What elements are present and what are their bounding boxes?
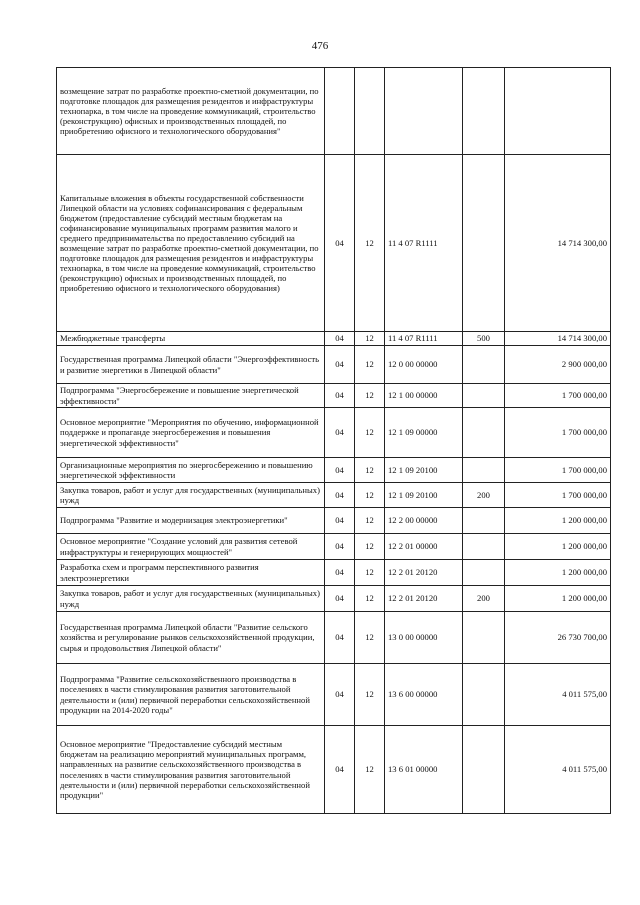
row-section: [325, 68, 355, 155]
table-row: [57, 560, 611, 586]
row-expense-type: [463, 508, 505, 534]
row-amount: 1 700 000,00: [505, 384, 611, 408]
row-expense-type: [463, 726, 505, 814]
table-row: [57, 586, 611, 612]
row-section: 04: [325, 458, 355, 483]
row-name: Государственная программа Липецкой области "Энергоэффективность и развитие энергетики в Липецкой области": [57, 346, 325, 384]
row-subsection: 12: [355, 534, 385, 560]
row-expense-type: [463, 534, 505, 560]
row-target-article: 12 1 09 20100: [385, 458, 463, 483]
row-name: Основное мероприятие "Создание условий для развития сетевой инфраструктуры и генерирующих мощностей": [57, 534, 325, 560]
row-subsection: 12: [355, 560, 385, 586]
row-subsection: 12: [355, 155, 385, 332]
row-target-article: 12 1 09 00000: [385, 408, 463, 458]
row-section: 04: [325, 155, 355, 332]
row-section: 04: [325, 586, 355, 612]
table-row: [57, 384, 611, 408]
row-subsection: 12: [355, 384, 385, 408]
row-section: 04: [325, 483, 355, 508]
row-subsection: 12: [355, 483, 385, 508]
row-target-article: 11 4 07 R1111: [385, 332, 463, 346]
row-target-article: 12 2 01 20120: [385, 586, 463, 612]
row-section: 04: [325, 560, 355, 586]
budget-table: [56, 67, 611, 814]
row-target-article: 13 6 00 00000: [385, 664, 463, 726]
table-row: [57, 332, 611, 346]
row-subsection: 12: [355, 612, 385, 664]
row-amount: 14 714 300,00: [505, 332, 611, 346]
row-subsection: [355, 68, 385, 155]
row-expense-type: [463, 346, 505, 384]
page-number: 476: [311, 40, 329, 52]
row-amount: 1 700 000,00: [505, 458, 611, 483]
row-name: Основное мероприятие "Мероприятия по обучению, информационной поддержке и пропаганде энергосбережения и повышения энергетической эффективности": [57, 408, 325, 458]
row-name: Закупка товаров, работ и услуг для государственных (муниципальных) нужд: [57, 483, 325, 508]
row-section: 04: [325, 726, 355, 814]
table-row: [57, 155, 611, 332]
row-target-article: 12 1 09 20100: [385, 483, 463, 508]
row-section: 04: [325, 332, 355, 346]
row-name: Подпрограмма "Энергосбережение и повышение энергетической эффективности": [57, 384, 325, 408]
row-amount: 2 900 000,00: [505, 346, 611, 384]
table-row: [57, 534, 611, 560]
row-name: Разработка схем и программ перспективного развития электроэнергетики: [57, 560, 325, 586]
row-expense-type: [463, 68, 505, 155]
table-row: [57, 408, 611, 458]
row-amount: 4 011 575,00: [505, 664, 611, 726]
row-amount: 1 200 000,00: [505, 560, 611, 586]
table-row: [57, 483, 611, 508]
row-section: 04: [325, 664, 355, 726]
row-amount: 4 011 575,00: [505, 726, 611, 814]
row-expense-type: [463, 612, 505, 664]
row-section: 04: [325, 612, 355, 664]
row-subsection: 12: [355, 508, 385, 534]
row-target-article: 11 4 07 R1111: [385, 155, 463, 332]
row-subsection: 12: [355, 664, 385, 726]
row-section: 04: [325, 508, 355, 534]
row-name: возмещение затрат по разработке проектно-сметной документации, по подготовке площадок для размещения резидентов и инфраструктуры технопарка, в том числе на проведение коммуникаций, строительство (реконструкцию) офисных и производственных площадей, по приобретению офисного и технологического оборудования": [57, 68, 325, 155]
row-amount: 1 700 000,00: [505, 408, 611, 458]
row-expense-type: [463, 155, 505, 332]
row-target-article: 12 2 01 20120: [385, 560, 463, 586]
row-expense-type: 500: [463, 332, 505, 346]
row-target-article: 12 2 01 00000: [385, 534, 463, 560]
row-name: Закупка товаров, работ и услуг для государственных (муниципальных) нужд: [57, 586, 325, 612]
row-section: 04: [325, 346, 355, 384]
row-subsection: 12: [355, 346, 385, 384]
row-target-article: 12 0 00 00000: [385, 346, 463, 384]
table-row: [57, 68, 611, 155]
row-name: Межбюджетные трансферты: [57, 332, 325, 346]
table-row: [57, 612, 611, 664]
row-target-article: 13 0 00 00000: [385, 612, 463, 664]
row-expense-type: [463, 664, 505, 726]
row-name: Организационные мероприятия по энергосбережению и повышению энергетической эффективности: [57, 458, 325, 483]
row-section: 04: [325, 408, 355, 458]
row-name: Подпрограмма "Развитие и модернизация электроэнергетики": [57, 508, 325, 534]
row-subsection: 12: [355, 458, 385, 483]
row-expense-type: 200: [463, 483, 505, 508]
row-amount: 1 700 000,00: [505, 483, 611, 508]
row-amount: 1 200 000,00: [505, 586, 611, 612]
row-section: 04: [325, 534, 355, 560]
table-row: [57, 508, 611, 534]
row-expense-type: [463, 458, 505, 483]
row-expense-type: [463, 408, 505, 458]
row-target-article: [385, 68, 463, 155]
table-row: [57, 726, 611, 814]
row-target-article: 12 2 00 00000: [385, 508, 463, 534]
row-amount: [505, 68, 611, 155]
row-target-article: 12 1 00 00000: [385, 384, 463, 408]
row-name: Подпрограмма "Развитие сельскохозяйственного производства в поселениях в части стимулирования развития заготовительной деятельности и (или) первичной переработки сельскохозяйственной продукции на 2014-2020 годы": [57, 664, 325, 726]
row-amount: 14 714 300,00: [505, 155, 611, 332]
table-row: [57, 458, 611, 483]
row-expense-type: 200: [463, 586, 505, 612]
row-amount: 26 730 700,00: [505, 612, 611, 664]
row-expense-type: [463, 384, 505, 408]
row-subsection: 12: [355, 586, 385, 612]
row-subsection: 12: [355, 726, 385, 814]
row-amount: 1 200 000,00: [505, 534, 611, 560]
row-target-article: 13 6 01 00000: [385, 726, 463, 814]
row-subsection: 12: [355, 332, 385, 346]
row-name: Капитальные вложения в объекты государственной собственности Липецкой области на условиях софинансирования с федеральным бюджетом (предоставление субсидий местным бюджетам на софинансирование муниципальных программ развития малого и среднего предпринимательства по предоставлению субсидий на возмещение затрат по разработке проектно-сметной документации, по подготовке площадок для размещения резидентов и инфраструктуры технопарка, в том числе на проведение коммуникаций, строительство (реконструкцию) офисных и производственных площадей, по приобретению офисного и технологического оборудования): [57, 155, 325, 332]
row-amount: 1 200 000,00: [505, 508, 611, 534]
row-name: Основное мероприятие "Предоставление субсидий местным бюджетам на реализацию мероприятий муниципальных программ, направленных на развитие сельскохозяйственного производства в поселениях в части стимулирования развития заготовительной деятельности и (или) первичной переработки сельскохозяйственной продукции": [57, 726, 325, 814]
table-row: [57, 664, 611, 726]
table-row: [57, 346, 611, 384]
row-expense-type: [463, 560, 505, 586]
row-subsection: 12: [355, 408, 385, 458]
row-name: Государственная программа Липецкой области "Развитие сельского хозяйства и регулирование рынков сельскохозяйственной продукции, сырья и продовольствия Липецкой области": [57, 612, 325, 664]
row-section: 04: [325, 384, 355, 408]
